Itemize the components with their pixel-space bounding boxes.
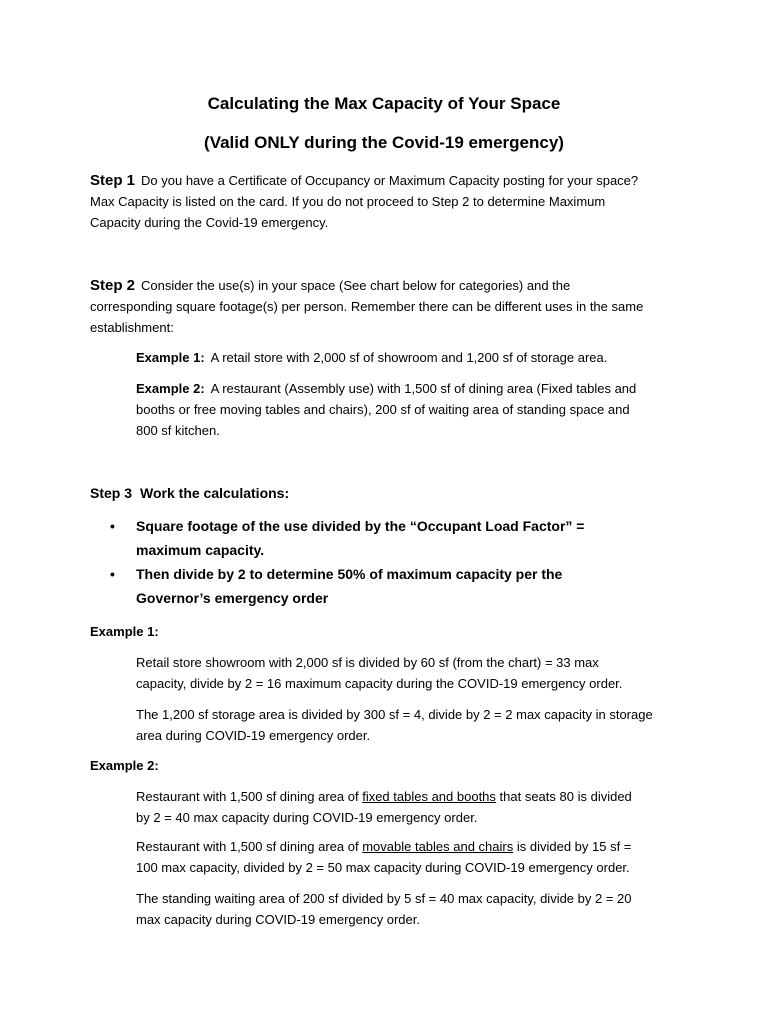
step3-bullet-list — [110, 514, 584, 610]
example2-paragraph: Restaurant with 1,500 sf dining area of movable tables and chairs is divided by 15 sf = 100 max capacity, divided by 2 = 50 max capacity during COVID-19 emergency order. — [136, 839, 632, 875]
bullet-item: • Then divide by 2 to determine 50% of maximum capacity per the Governor’s emergency order — [110, 562, 584, 610]
step2-paragraph — [90, 275, 643, 338]
example1-paragraph: The 1,200 sf storage area is divided by 300 sf = 4, divide by 2 = 2 max capacity in storage area during COVID-19 emergency order. — [136, 707, 653, 743]
step1-line: Max Capacity is listed on the card. If you do not proceed to Step 2 to determine Maximum — [90, 194, 606, 209]
step1-line: Do you have a Certificate of Occupancy or Maximum Capacity posting for your space? — [141, 173, 639, 188]
step1-label: Step 1 — [90, 172, 136, 189]
step3-heading-text: Work the calculations: — [140, 485, 290, 501]
example-text: A restaurant (Assembly use) with 1,500 sf of dining area (Fixed tables and — [210, 381, 637, 396]
step2-line: Consider the use(s) in your space (See chart below for categories) and the — [141, 278, 571, 293]
step2-example2 — [136, 378, 636, 441]
step2-line: corresponding square footage(s) per person. Remember there can be different uses in the same — [90, 299, 644, 314]
step2-label: Step 2 — [90, 277, 136, 294]
step1-paragraph — [90, 170, 638, 233]
example1-heading: Example 1: — [90, 624, 159, 639]
example-text: 800 sf kitchen. — [136, 423, 220, 438]
example-text: A retail store with 2,000 sf of showroom and 1,200 sf of storage area. — [210, 350, 608, 365]
example-label: Example 2: — [136, 381, 205, 396]
page-title: Calculating the Max Capacity of Your Space — [207, 94, 561, 113]
underlined-text: movable tables and chairs — [362, 839, 514, 854]
bullet-item: • Square footage of the use divided by the “Occupant Load Factor” = maximum capacity. — [110, 514, 584, 562]
example-text: booths or free moving tables and chairs), 200 sf of waiting area of standing space and — [136, 402, 630, 417]
underlined-text: fixed tables and booths — [362, 789, 496, 804]
example-label: Example 1: — [136, 350, 205, 365]
step1-line: Capacity during the Covid-19 emergency. — [90, 215, 329, 230]
example2-paragraph: The standing waiting area of 200 sf divided by 5 sf = 40 max capacity, divide by 2 = 20 max capacity during COVID-19 emergency order. — [136, 891, 632, 927]
step2-example1 — [136, 347, 607, 368]
example1-paragraph: Retail store showroom with 2,000 sf is divided by 60 sf (from the chart) = 33 max capacity, divide by 2 = 16 maximum capacity during the COVID-19 emergency order. — [136, 655, 623, 691]
page-subtitle: (Valid ONLY during the Covid-19 emergency) — [204, 133, 564, 152]
example2-heading: Example 2: — [90, 758, 159, 773]
step3-label: Step 3 — [90, 485, 133, 501]
step3-heading — [90, 485, 289, 503]
step2-line: establishment: — [90, 320, 174, 335]
example2-paragraph: Restaurant with 1,500 sf dining area of fixed tables and booths that seats 80 is divided by 2 = 40 max capacity during COVID-19 emergency order. — [136, 789, 632, 825]
